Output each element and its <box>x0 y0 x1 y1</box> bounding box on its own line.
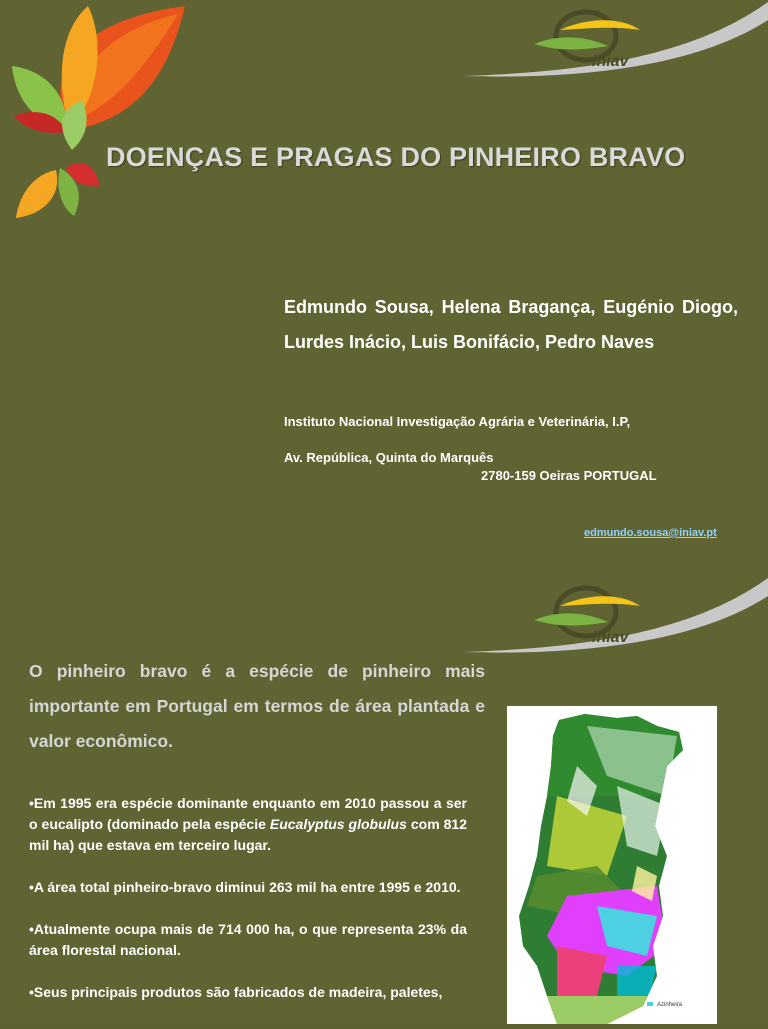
iniav-logo-text: iniav <box>592 53 629 70</box>
presentation-title: DOENÇAS E PRAGAS DO PINHEIRO BRAVO <box>106 142 686 172</box>
contact-email-link[interactable]: edmundo.sousa@iniav.pt <box>584 527 717 539</box>
bullet-list <box>29 793 467 1024</box>
iniav-logo <box>530 580 650 655</box>
species-name: Eucalyptus globulus <box>269 816 407 832</box>
portugal-forest-map <box>507 706 717 1024</box>
address-city: 2780-159 Oeiras PORTUGAL <box>481 468 657 483</box>
portugal-map-image <box>507 706 717 1024</box>
institution-name: Instituto Nacional Investigação Agrária e Veterinária, I.P, <box>284 414 631 429</box>
intro-paragraph: O pinheiro bravo é a espécie de pinheiro mais importante em Portugal em termos de área plantada e valor econômico. <box>29 661 485 751</box>
bullet-item: •A área total pinheiro-bravo diminui 263 mil ha entre 1995 e 2010. <box>29 879 461 895</box>
authors-list: Edmundo Sousa, Helena Bragança, Eugénio Diogo, Lurdes Inácio, Luis Bonifácio, Pedro Naves <box>284 297 738 352</box>
bullet-item: •Em 1995 era espécie dominante enquanto em 2010 passou a ser o eucalipto (dominado pela espécie Eucalyptus globulus com 812 mil ha) que estava em terceiro lugar. <box>29 795 467 853</box>
map-legend-label: Azinheira <box>657 1002 683 1008</box>
iniav-logo <box>530 4 650 79</box>
iniav-logo-icon <box>530 580 650 650</box>
bullet-item: •Seus principais produtos são fabricados de madeira, paletes, <box>29 984 443 1000</box>
iniav-logo-text: iniav <box>592 629 629 646</box>
bullet-item: •Atualmente ocupa mais de 714 000 ha, o que representa 23% da área florestal nacional. <box>29 921 467 958</box>
iniav-logo-icon <box>530 4 650 74</box>
address-street: Av. República, Quinta do Marquês <box>284 450 494 465</box>
autumn-leaves-decoration <box>0 0 200 230</box>
